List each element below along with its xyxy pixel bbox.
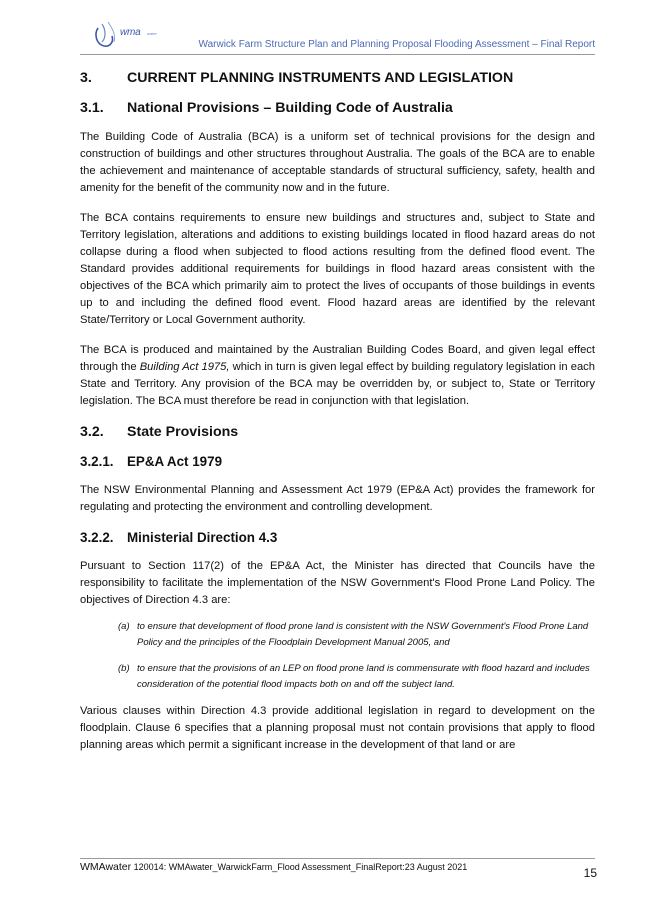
paragraph-bca-intro: The Building Code of Australia (BCA) is a uniform set of technical provisions for the design and construction of buildings and other structures throughout Australia. The goals of the BCA are to enable the achievement and maintenance of acceptable standards of structural sufficiency, safety, health and amenity for the benefit of the community now and in the future.	[80, 131, 595, 194]
paragraph-direction-intro: Pursuant to Section 117(2) of the EP&A Act, the Minister has directed that Councils have the responsibility to facilitate the implementation of the NSW Government's Flood Prone Land Policy. The objectives of Direction 4.3 are:	[80, 560, 595, 606]
list-text: to ensure that development of flood prone land is consistent with the NSW Government's Flood Prone Land Policy and the principles of the Floodplain Development Manual 2005, and	[137, 621, 589, 648]
section-number: 3.1.	[80, 100, 104, 116]
section-title: EP&A Act 1979	[127, 454, 223, 469]
list-label: (a)	[118, 621, 130, 632]
section-title: CURRENT PLANNING INSTRUMENTS AND LEGISLATION	[127, 70, 514, 86]
footer-reference	[80, 861, 467, 873]
list-item	[80, 619, 595, 651]
paragraph-epa-act: The NSW Environmental Planning and Assessment Act 1979 (EP&A Act) provides the framework for regulating and protecting the environment and controlling development.	[80, 484, 595, 513]
section-number: 3.	[80, 70, 92, 86]
main-content	[80, 66, 595, 754]
section-title: State Provisions	[127, 424, 239, 440]
list-text: to ensure that the provisions of an LEP on flood prone land is commensurate with flood hazard and includes consideration of the potential flood impacts both on and off the subject land.	[137, 663, 590, 690]
page-number: 15	[583, 866, 597, 880]
paragraph-bca-legal	[80, 342, 595, 410]
list-label: (b)	[118, 663, 130, 674]
footer-brand: WMAwater	[80, 861, 132, 873]
section-3-heading	[80, 70, 595, 86]
section-number: 3.2.1.	[80, 454, 114, 469]
text-run: The BCA is produced and maintained by the Australian Building Codes Board, and given legal effect through the	[80, 344, 595, 373]
paragraph-direction-clauses: Various clauses within Direction 4.3 provide additional legislation in regard to development on the floodplain. Clause 6 specifies that a planning proposal must not contain provisions that apply to flood planning areas which permit a significant increase in the development of that land or are	[80, 705, 595, 751]
section-3-1-heading	[80, 100, 595, 116]
section-3-2-1-heading	[80, 454, 595, 469]
company-logo	[92, 20, 182, 54]
footer-details: 120014: WMAwater_WarwickFarm_Flood Assessment_FinalReport:23 August 2021	[131, 862, 468, 872]
paragraph-bca-requirements: The BCA contains requirements to ensure new buildings and structures and, subject to State and Territory legislation, alterations and additions to existing buildings located in flood hazard areas do not collapse during a flood when subjected to flood actions resulting from the defined flood event. The Standard provides additional requirements for buildings in flood hazard areas consistent with the objectives of the BCA which primarily aim to protect the lives of occupants of those buildings in events up to and including the defined flood event. Flood hazard areas are identified by the relevant State/Territory or Local Government authority.	[80, 212, 595, 326]
section-3-2-heading	[80, 424, 595, 440]
section-number: 3.2.2.	[80, 530, 114, 545]
text-run: which in turn is given legal effect by building regulatory legislation in each State and Territory. Any provision of the BCA may be overridden by, or subject to, State or Territory legislation. The BCA must therefore be read in conjunction with that legislation.	[80, 361, 595, 407]
logo-subtext: water	[147, 31, 157, 36]
header-divider	[80, 54, 595, 55]
logo-text: wma	[120, 27, 141, 38]
italic-act-name: Building Act 1975,	[139, 361, 230, 373]
footer-divider	[80, 858, 595, 859]
section-title: Ministerial Direction 4.3	[127, 530, 278, 545]
objectives-list	[80, 619, 595, 693]
section-number: 3.2.	[80, 424, 104, 440]
list-item	[80, 661, 595, 693]
section-title: National Provisions – Building Code of Australia	[127, 100, 453, 116]
header-title: Warwick Farm Structure Plan and Planning Proposal Flooding Assessment – Final Report	[198, 39, 595, 50]
section-3-2-2-heading	[80, 530, 595, 545]
